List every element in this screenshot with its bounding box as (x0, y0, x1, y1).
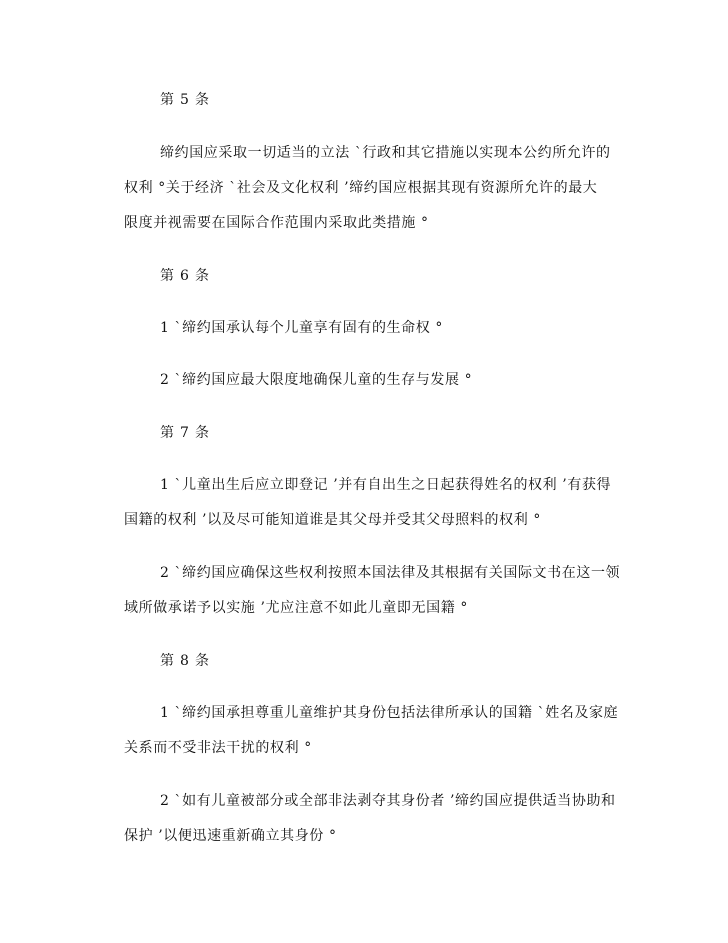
article-8-heading: 第 8 条 (160, 653, 210, 669)
article-8-para-2-line-1: 2 `如有儿童被部分或全部非法剥夺其身份者 ’缔约国应提供适当协助和 (160, 793, 616, 809)
article-5-heading: 第 5 条 (160, 92, 210, 108)
article-8-para-1-line-1: 1 `缔约国承担尊重儿童维护其身份包括法律所承认的国籍 `姓名及家庭 (160, 705, 619, 721)
article-7-para-1-line-2: 国籍的权利 ’以及尽可能知道谁是其父母并受其父母照料的权利 ° (124, 512, 541, 528)
article-8-para-2-line-2: 保护 ’以便迅速重新确立其身份 ° (124, 828, 337, 844)
article-6-para-2-line-1: 2 `缔约国应最大限度地确保儿童的生存与发展 ° (160, 372, 473, 388)
article-7-para-1-line-1: 1 `儿童出生后应立即登记 ’并有自出生之日起获得姓名的权利 ’有获得 (160, 477, 612, 493)
article-5-para-1-line-1: 缔约国应采取一切适当的立法 `行政和其它措施以实现本公约所允许的 (160, 145, 611, 161)
article-5-para-1-line-2: 权利 °关于经济 `社会及文化权利 ’缔约国应根据其现有资源所允许的最大 (124, 180, 598, 196)
article-7-para-2-line-1: 2 `缔约国应确保这些权利按照本国法律及其根据有关国际文书在这一领 (160, 565, 621, 581)
article-7-heading: 第 7 条 (160, 425, 210, 441)
article-7-para-2-line-2: 域所做承诺予以实施 ’尤应注意不如此儿童即无国籍 ° (124, 600, 468, 616)
article-5-para-1-line-3: 限度并视需要在国际合作范围内采取此类措施 ° (124, 215, 429, 231)
article-6-para-1-line-1: 1 `缔约国承认每个儿童享有固有的生命权 ° (160, 320, 444, 336)
article-8-para-1-line-2: 关系而不受非法干扰的权利 ° (124, 740, 312, 756)
article-6-heading: 第 6 条 (160, 268, 210, 284)
